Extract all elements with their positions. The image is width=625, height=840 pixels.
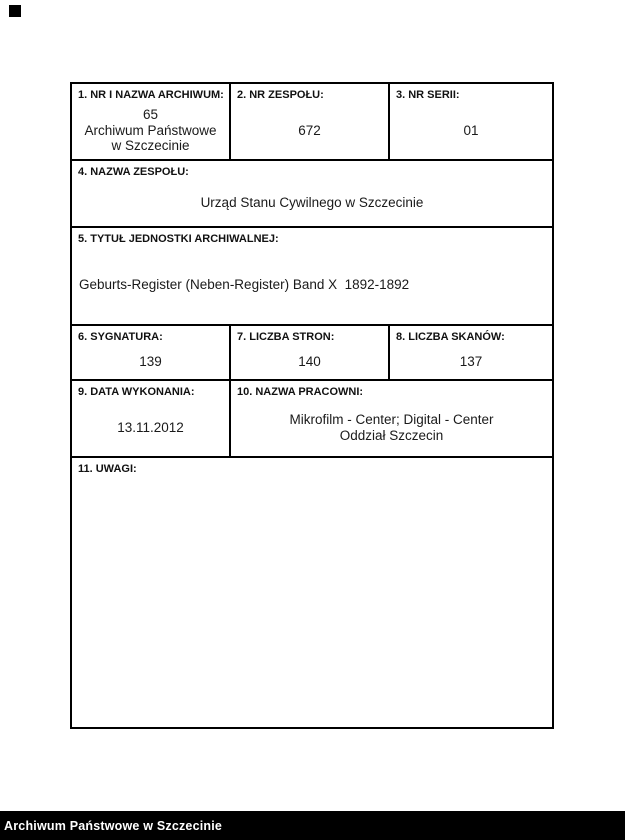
fonds-name: Urząd Stanu Cywilnego w Szczecinie [200,194,424,210]
creation-date: 13.11.2012 [117,419,184,435]
cell-uwagi [72,458,552,727]
cell-data-wykonania [72,381,229,456]
archival-description-form [70,82,554,729]
form-row-6 [72,458,552,727]
cell-nr-zespolu [229,84,388,159]
footer-archive-name: Archiwum Państwowe w Szczecinie [4,818,223,833]
workshop-name-line2: Oddział Szczecin [339,427,444,443]
archive-number: 65 [142,107,159,123]
scan-count: 137 [459,353,483,369]
cell-liczba-skanow [388,326,552,379]
unit-title: Geburts-Register (Neben-Register) Band X 1892-1892 [79,277,410,293]
reference-code-label: 6. SYGNATURA: [78,331,163,343]
workshop-name-line1: Mikrofilm - Center; Digital - Center [289,412,494,427]
fonds-name-value-area [72,179,552,226]
cell-nr-serii [388,84,552,159]
creation-date-value-area [72,399,229,456]
reference-code-value-area [72,344,229,379]
cell-nazwa-pracowni [229,381,552,456]
corner-registration-mark [9,5,21,17]
page-count-label: 7. LICZBA STRON: [237,331,335,343]
cell-nazwa-zespolu [72,161,552,226]
form-row-3 [72,228,552,326]
workshop-name-label: 10. NAZWA PRACOWNI: [237,386,364,398]
scan-count-value-area [390,344,552,379]
workshop-name-value-area [231,399,552,456]
reference-code: 139 [139,353,162,369]
scan-count-label: 8. LICZBA SKANÓW: [396,331,505,343]
form-row-2 [72,161,552,228]
fonds-number: 672 [298,122,321,138]
form-row-5 [72,381,552,458]
fonds-name-label: 4. NAZWA ZESPOŁU: [78,166,189,178]
series-number: 01 [463,122,479,138]
form-row-4 [72,326,552,381]
archive-number-name-label: 1. NR I NAZWA ARCHIWUM: [78,89,224,101]
footer-bar [0,811,625,840]
fonds-number-label: 2. NR ZESPOŁU: [237,89,324,101]
series-number-label: 3. NR SERII: [396,89,460,101]
cell-sygnatura [72,326,229,379]
cell-tytul-jednostki [72,228,552,324]
page-count-value-area [231,344,388,379]
archive-number-name-value-area [72,102,229,159]
form-row-1 [72,84,552,161]
archive-name-line2: w Szczecinie [111,138,190,154]
remarks-label: 11. UWAGI: [78,463,137,475]
series-number-value-area [390,102,552,159]
remarks-value-area [72,476,552,727]
archive-name-line1: Archiwum Państwowe [84,122,217,138]
cell-liczba-stron [229,326,388,379]
fonds-number-value-area [231,102,388,159]
creation-date-label: 9. DATA WYKONANIA: [78,386,195,398]
unit-title-value-area [72,246,552,324]
unit-title-label: 5. TYTUŁ JEDNOSTKI ARCHIWALNEJ: [78,233,279,245]
cell-nr-i-nazwa-archiwum [72,84,229,159]
page-count: 140 [298,353,321,369]
